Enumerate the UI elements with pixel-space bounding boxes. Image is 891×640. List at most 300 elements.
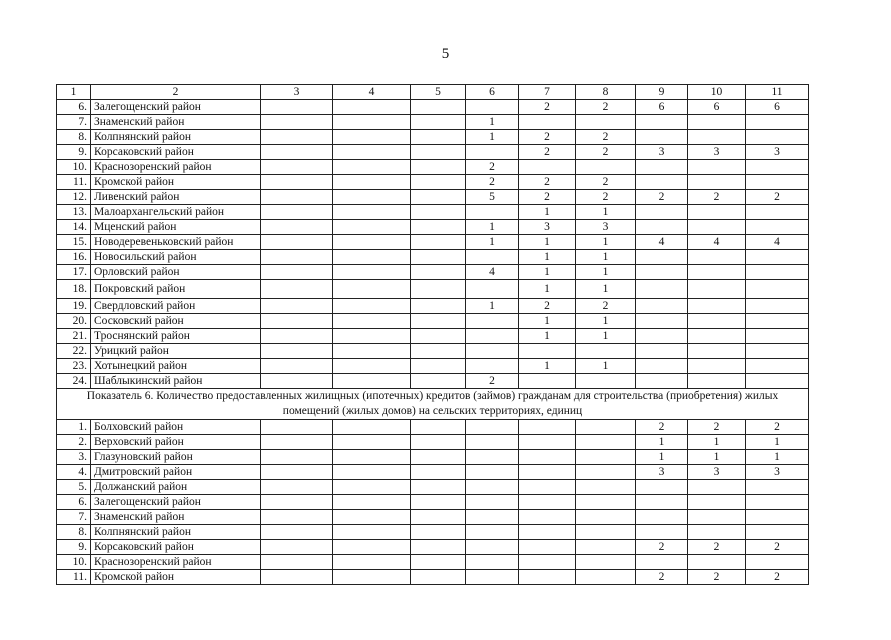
value-cell [519,450,576,465]
table-row [57,175,809,190]
value-cell: 2 [466,374,519,389]
value-cell: 2 [688,570,746,585]
value-cell [746,495,809,510]
row-index-cell: 10. [57,160,91,175]
value-cell: 2 [519,190,576,205]
value-cell [411,235,466,250]
table-row [57,450,809,465]
value-cell [411,115,466,130]
value-cell [466,450,519,465]
value-cell [411,299,466,314]
table-row [57,220,809,235]
column-number-row [57,85,809,100]
value-cell [411,280,466,299]
row-index-cell: 11. [57,175,91,190]
value-cell [746,359,809,374]
column-number-cell: 3 [261,85,333,100]
value-cell [688,495,746,510]
column-number-cell: 6 [466,85,519,100]
value-cell [261,100,333,115]
value-cell [688,510,746,525]
value-cell [519,344,576,359]
value-cell [688,374,746,389]
row-index-cell: 13. [57,205,91,220]
value-cell: 1 [519,235,576,250]
district-name-cell: Должанский район [91,480,261,495]
value-cell [576,525,636,540]
value-cell [411,205,466,220]
value-cell [466,145,519,160]
value-cell [576,570,636,585]
value-cell [688,314,746,329]
value-cell [411,145,466,160]
value-cell: 1 [519,250,576,265]
value-cell [411,250,466,265]
value-cell [746,374,809,389]
value-cell [333,555,411,570]
value-cell [688,344,746,359]
value-cell [636,115,688,130]
value-cell [519,510,576,525]
value-cell [466,329,519,344]
district-name-cell: Дмитровский район [91,465,261,480]
value-cell: 6 [688,100,746,115]
table-row [57,495,809,510]
value-cell [261,280,333,299]
value-cell: 2 [519,100,576,115]
value-cell [333,420,411,435]
value-cell: 1 [576,265,636,280]
value-cell [466,480,519,495]
value-cell [333,314,411,329]
value-cell [576,465,636,480]
value-cell [333,344,411,359]
row-index-cell: 10. [57,555,91,570]
table-row [57,329,809,344]
value-cell [519,115,576,130]
value-cell [333,235,411,250]
value-cell [519,480,576,495]
value-cell [411,374,466,389]
value-cell [466,344,519,359]
value-cell: 2 [688,190,746,205]
value-cell: 2 [576,175,636,190]
value-cell: 1 [576,205,636,220]
value-cell [261,175,333,190]
value-cell [519,570,576,585]
table-row [57,250,809,265]
table-row [57,435,809,450]
value-cell: 2 [746,190,809,205]
value-cell [466,555,519,570]
column-number-cell: 4 [333,85,411,100]
value-cell [746,130,809,145]
value-cell [576,540,636,555]
value-cell: 2 [519,299,576,314]
value-cell: 1 [576,250,636,265]
value-cell [576,495,636,510]
value-cell [411,510,466,525]
value-cell [576,480,636,495]
table-row [57,465,809,480]
column-number-cell: 9 [636,85,688,100]
district-name-cell: Троснянский район [91,329,261,344]
value-cell: 1 [576,329,636,344]
value-cell [261,130,333,145]
value-cell [688,555,746,570]
value-cell [746,265,809,280]
value-cell [636,130,688,145]
value-cell: 1 [576,280,636,299]
value-cell [261,540,333,555]
value-cell [576,420,636,435]
value-cell: 2 [519,145,576,160]
value-cell: 2 [636,190,688,205]
value-cell: 1 [466,115,519,130]
district-name-cell: Краснозоренский район [91,160,261,175]
value-cell [636,344,688,359]
value-cell [746,510,809,525]
value-cell: 2 [466,160,519,175]
table-body [57,85,809,585]
district-name-cell: Глазуновский район [91,450,261,465]
value-cell [261,420,333,435]
value-cell [261,480,333,495]
value-cell [688,525,746,540]
table-row [57,299,809,314]
value-cell: 1 [746,450,809,465]
value-cell [333,190,411,205]
value-cell: 1 [636,450,688,465]
value-cell: 1 [688,435,746,450]
district-name-cell: Мценский район [91,220,261,235]
value-cell [261,465,333,480]
value-cell [466,465,519,480]
table-row [57,359,809,374]
value-cell: 6 [746,100,809,115]
value-cell [411,344,466,359]
value-cell [411,540,466,555]
table-row [57,510,809,525]
value-cell [333,160,411,175]
value-cell [636,555,688,570]
value-cell [261,329,333,344]
value-cell: 2 [746,540,809,555]
row-index-cell: 6. [57,495,91,510]
value-cell: 1 [466,299,519,314]
value-cell: 1 [466,130,519,145]
district-name-cell: Знаменский район [91,510,261,525]
value-cell [688,480,746,495]
value-cell [333,205,411,220]
table-row [57,344,809,359]
value-cell: 2 [636,420,688,435]
value-cell [519,420,576,435]
district-name-cell: Покровский район [91,280,261,299]
district-name-cell: Знаменский район [91,115,261,130]
row-index-cell: 22. [57,344,91,359]
value-cell [333,100,411,115]
value-cell [333,570,411,585]
value-cell: 1 [466,220,519,235]
value-cell [261,570,333,585]
value-cell [519,465,576,480]
value-cell [333,510,411,525]
value-cell: 1 [746,435,809,450]
value-cell [411,570,466,585]
value-cell [636,495,688,510]
value-cell [261,160,333,175]
value-cell [333,265,411,280]
value-cell [746,344,809,359]
row-index-cell: 12. [57,190,91,205]
row-index-cell: 16. [57,250,91,265]
value-cell: 1 [576,314,636,329]
value-cell [688,250,746,265]
value-cell [333,450,411,465]
value-cell [466,359,519,374]
row-index-cell: 8. [57,130,91,145]
value-cell [261,220,333,235]
district-name-cell: Кромской район [91,175,261,190]
value-cell [519,540,576,555]
value-cell [519,495,576,510]
district-name-cell: Новосильский район [91,250,261,265]
district-name-cell: Свердловский район [91,299,261,314]
value-cell: 1 [519,205,576,220]
value-cell [576,450,636,465]
column-number-cell: 8 [576,85,636,100]
value-cell [636,299,688,314]
row-index-cell: 7. [57,115,91,130]
value-cell: 3 [688,145,746,160]
value-cell [636,280,688,299]
value-cell [411,160,466,175]
row-index-cell: 19. [57,299,91,314]
value-cell: 1 [576,235,636,250]
row-index-cell: 8. [57,525,91,540]
value-cell [688,130,746,145]
row-index-cell: 9. [57,145,91,160]
district-name-cell: Болховский район [91,420,261,435]
table-row [57,235,809,250]
district-name-cell: Сосковский район [91,314,261,329]
value-cell [688,175,746,190]
value-cell [411,465,466,480]
value-cell [688,205,746,220]
table-row [57,540,809,555]
table-row [57,314,809,329]
value-cell [688,115,746,130]
row-index-cell: 14. [57,220,91,235]
table-row [57,160,809,175]
value-cell [466,314,519,329]
value-cell [333,115,411,130]
value-cell [636,220,688,235]
column-number-cell: 2 [91,85,261,100]
value-cell [636,480,688,495]
value-cell [466,540,519,555]
value-cell [411,265,466,280]
row-index-cell: 20. [57,314,91,329]
district-name-cell: Залегощенский район [91,495,261,510]
value-cell [261,250,333,265]
value-cell [261,435,333,450]
value-cell [688,220,746,235]
table-row [57,100,809,115]
row-index-cell: 15. [57,235,91,250]
table-row [57,374,809,389]
value-cell [261,145,333,160]
value-cell [519,555,576,570]
value-cell [746,299,809,314]
value-cell [333,299,411,314]
row-index-cell: 17. [57,265,91,280]
table-row [57,555,809,570]
value-cell [576,160,636,175]
value-cell [261,344,333,359]
value-cell [688,160,746,175]
row-index-cell: 7. [57,510,91,525]
value-cell [333,250,411,265]
district-name-cell: Колпнянский район [91,525,261,540]
value-cell [746,115,809,130]
district-name-cell: Кромской район [91,570,261,585]
district-name-cell: Хотынецкий район [91,359,261,374]
value-cell [333,525,411,540]
value-cell [576,344,636,359]
value-cell [746,555,809,570]
value-cell: 1 [519,359,576,374]
value-cell [411,495,466,510]
value-cell: 4 [746,235,809,250]
value-cell [519,435,576,450]
row-index-cell: 23. [57,359,91,374]
district-name-cell: Орловский район [91,265,261,280]
value-cell [333,220,411,235]
value-cell: 2 [576,299,636,314]
value-cell [411,314,466,329]
value-cell [333,145,411,160]
value-cell: 3 [576,220,636,235]
value-cell [688,299,746,314]
page-number: 5 [441,46,450,62]
value-cell: 3 [746,465,809,480]
value-cell [636,160,688,175]
value-cell [746,480,809,495]
value-cell: 1 [519,280,576,299]
value-cell [261,314,333,329]
value-cell: 5 [466,190,519,205]
value-cell: 2 [576,130,636,145]
table-row [57,525,809,540]
column-number-cell: 5 [411,85,466,100]
value-cell: 2 [576,145,636,160]
value-cell [746,160,809,175]
value-cell [411,480,466,495]
value-cell: 1 [466,235,519,250]
value-cell [636,510,688,525]
value-cell [261,555,333,570]
table-row [57,130,809,145]
value-cell [746,250,809,265]
table-row [57,205,809,220]
value-cell [466,100,519,115]
value-cell [261,235,333,250]
value-cell [466,205,519,220]
value-cell [688,280,746,299]
value-cell [261,495,333,510]
row-index-cell: 1. [57,420,91,435]
value-cell: 2 [519,175,576,190]
value-cell: 2 [688,420,746,435]
value-cell [576,435,636,450]
table-row [57,420,809,435]
value-cell [333,480,411,495]
value-cell: 2 [636,570,688,585]
value-cell [261,115,333,130]
value-cell [411,329,466,344]
value-cell: 2 [746,420,809,435]
value-cell: 1 [576,359,636,374]
value-cell [333,465,411,480]
value-cell [466,250,519,265]
row-index-cell: 3. [57,450,91,465]
district-name-cell: Корсаковский район [91,145,261,160]
value-cell [333,359,411,374]
value-cell: 4 [636,235,688,250]
value-cell [576,510,636,525]
value-cell [333,329,411,344]
value-cell: 1 [519,265,576,280]
district-name-cell: Урицкий район [91,344,261,359]
section-header-row [57,389,809,420]
value-cell [411,100,466,115]
table-row [57,145,809,160]
value-cell [466,510,519,525]
value-cell [261,359,333,374]
value-cell [746,220,809,235]
row-index-cell: 18. [57,280,91,299]
district-name-cell: Залегощенский район [91,100,261,115]
value-cell: 3 [688,465,746,480]
value-cell: 3 [746,145,809,160]
value-cell [519,525,576,540]
value-cell [746,525,809,540]
value-cell [333,435,411,450]
value-cell [519,160,576,175]
row-index-cell: 11. [57,570,91,585]
value-cell [333,540,411,555]
value-cell [466,495,519,510]
value-cell [636,329,688,344]
value-cell [746,329,809,344]
value-cell [411,220,466,235]
table-row [57,190,809,205]
value-cell [636,175,688,190]
value-cell [576,115,636,130]
value-cell: 6 [636,100,688,115]
value-cell [688,329,746,344]
value-cell: 2 [576,100,636,115]
column-number-cell: 1 [57,85,91,100]
value-cell [411,435,466,450]
value-cell [411,359,466,374]
value-cell: 1 [636,435,688,450]
row-index-cell: 5. [57,480,91,495]
value-cell [333,495,411,510]
value-cell [746,280,809,299]
